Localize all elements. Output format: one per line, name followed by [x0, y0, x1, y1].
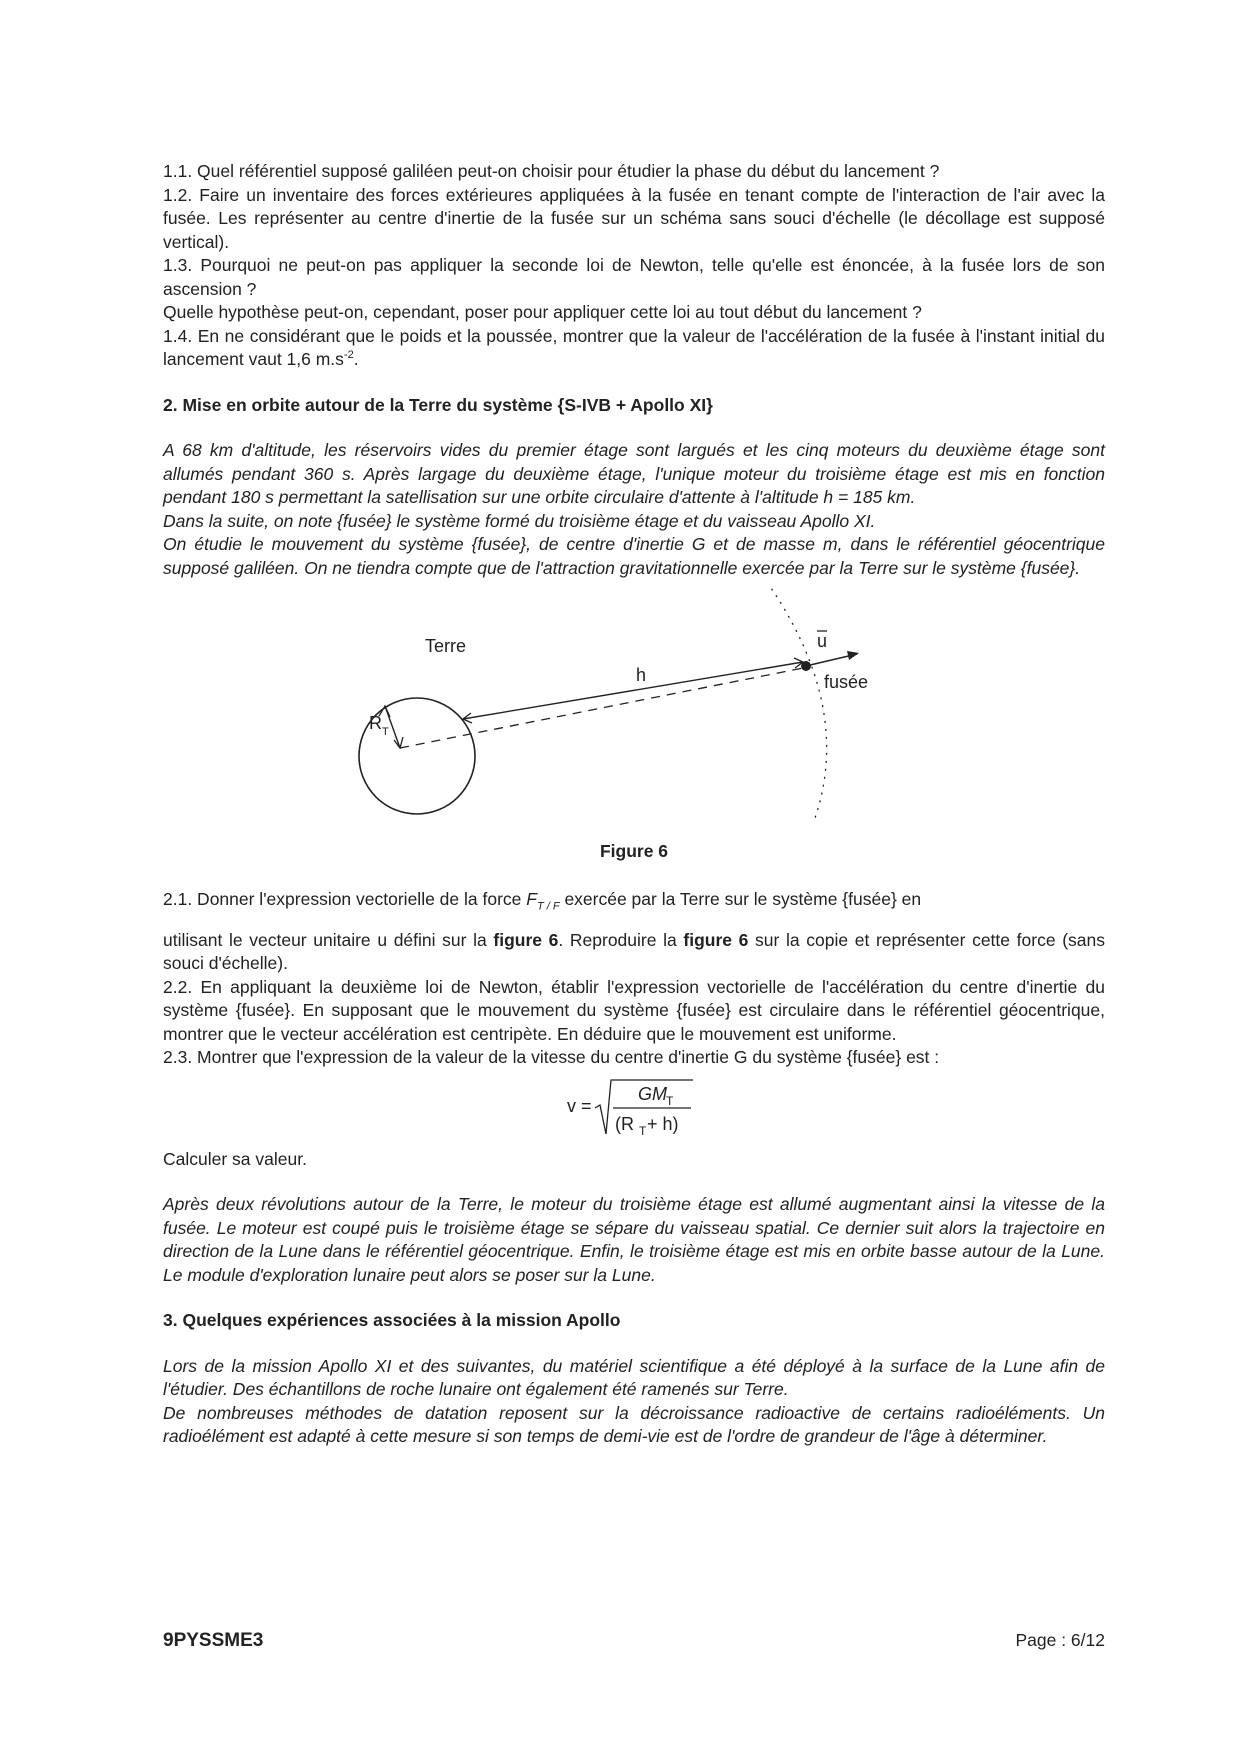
question-1-1: 1.1. Quel référentiel supposé galiléen peut-on choisir pour étudier la phase du début du lancement ? [163, 161, 940, 181]
section-2-intro-2: Dans la suite, on note {fusée} le système formé du troisième étage et du vaisseau Apollo XI. [163, 510, 876, 531]
formula-denominator-b: + h) [647, 1113, 679, 1134]
unit-vector-symbol: u [377, 929, 388, 950]
label-fusee: fusée [824, 672, 869, 692]
altitude-line [463, 662, 803, 719]
label-h: h [636, 665, 647, 685]
force-subscript: T / F [536, 900, 560, 912]
section-2-intro-3: On étudie le mouvement du système {fusée}, de centre d'inertie G et de masse m, dans le référentiel géocentrique supposé galiléen. On ne tiendra compte que de l'attraction gravitationnelle exercée par la Terre sur le système {fusée}. [163, 534, 1105, 578]
question-2-1-part-b: exercée par la Terre sur le système {fusée} en [559, 888, 922, 909]
page-content [163, 160, 1105, 1449]
formula-denominator-subscript: T [639, 1123, 647, 1138]
label-terre: Terre [425, 636, 467, 656]
orbit-arc [767, 586, 827, 818]
center-to-rocket-dashed-line [400, 668, 803, 748]
force-vector-symbol [526, 888, 559, 919]
figure-6 [163, 586, 1105, 836]
question-2-3: 2.3. Montrer que l'expression de la valeur de la vitesse du centre d'inertie G du système {fusée} est : [163, 1047, 940, 1067]
unit-vector-arrowhead [847, 651, 859, 660]
force-symbol: F [526, 888, 537, 909]
document-code: 9PYSSME3 [163, 1630, 264, 1651]
figure-ref-1: figure 6 [493, 929, 559, 950]
section-3-paragraph-1: Lors de la mission Apollo XI et des suivantes, du matériel scientifique a été déployé à la surface de la Lune afin de l'étudier. Des échantillons de roche lunaire ont également été ramenés sur Terre. [163, 1355, 1105, 1399]
question-2-1-part-a: 2.1. Donner l'expression vectorielle de la force [163, 888, 527, 909]
question-2-1-part-f: sur la copie et représenter cette force (sans souci d'échelle). [163, 929, 1105, 973]
section-2-intro-1: A 68 km d'altitude, les réservoirs vides du premier étage sont largués et les cinq moteurs du deuxième étage sont allumés pendant 360 s. Après largage du deuxième étage, l'unique moteur du troisième étage est mis en fonction pendant 180 s permettant la satellisation sur une orbite circulaire d'attente à l'altitude h = 185 km. [163, 440, 1105, 507]
question-2-1-part-e: . Reproduire la [558, 929, 684, 950]
page-number: Page : 6/12 [1015, 1630, 1105, 1650]
question-2-1-part-c: utilisant le vecteur unitaire [163, 929, 378, 950]
label-r: R [369, 713, 382, 733]
question-1-4-exponent: -2 [343, 349, 354, 362]
section-3-title: 3. Quelques expériences associées à la mission Apollo [163, 1310, 621, 1330]
question-1-4 [163, 325, 1105, 372]
figure-caption: Figure 6 [599, 841, 669, 861]
label-r-subscript: T [382, 726, 389, 738]
velocity-formula-svg [163, 1072, 1105, 1142]
question-2-2: 2.2. En appliquant la deuxième loi de Newton, établir l'expression vectorielle de l'accélération du centre d'inertie du système {fusée}. En supposant que le mouvement du système {fusée} est circulaire dans le référentiel géocentrique, montrer que le vecteur accélération est centripète. En déduire que le mouvement est uniforme. [163, 976, 1105, 1044]
formula-v: v = [567, 1095, 592, 1116]
after-orbit-text: Après deux révolutions autour de la Terre, le moteur du troisième étage est allumé augmentant ainsi la vitesse de la fusée. Le moteur est coupé puis le troisième étage se sépare du vaisseau spatial. Ce dernier suit alors la trajectoire en direction de la Lune dans le référentiel géocentrique. Enfin, le troisième étage est mis en orbite basse autour de la Lune. Le module d'exploration lunaire peut alors se poser sur la Lune. [163, 1194, 1105, 1285]
question-2-1 [163, 888, 1105, 919]
formula-numerator-subscript: T [666, 1093, 674, 1108]
calculate-instruction: Calculer sa valeur. [163, 1148, 307, 1169]
question-2-1-continued [163, 929, 1105, 976]
formula-numerator: GM [638, 1083, 667, 1104]
question-1-3-hypothesis: Quelle hypothèse peut-on, cependant, poser pour appliquer cette loi au tout début du lancement ? [163, 302, 922, 322]
velocity-formula [163, 1072, 1105, 1142]
figure-ref-2: figure 6 [683, 929, 749, 950]
formula-denominator-a: (R [615, 1113, 634, 1134]
label-u: u [817, 631, 828, 651]
question-1-2: 1.2. Faire un inventaire des forces extérieures appliquées à la fusée en tenant compte de l'interaction de l'air avec la fusée. Les représenter au centre d'inertie de la fusée sur un schéma sans souci d'échelle (le décollage est supposé vertical). [163, 184, 1105, 252]
orbit-diagram [163, 586, 1105, 836]
section-2-title: 2. Mise en orbite autour de la Terre du système {S-IVB + Apollo XI} [163, 394, 713, 415]
question-1-4-text: 1.4. En ne considérant que le poids et la poussée, montrer que la valeur de l'accélération de la fusée à l'instant initial du lancement vaut 1,6 m.s [163, 325, 1105, 369]
section-3-paragraph-2: De nombreuses méthodes de datation reposent sur la décroissance radioactive de certains radioéléments. Un radioélément est adapté à cette mesure si son temps de demi-vie est de l'ordre de grandeur de l'âge à déterminer. [163, 1402, 1105, 1446]
question-1-3: 1.3. Pourquoi ne peut-on pas appliquer la seconde loi de Newton, telle qu'elle est énoncée, à la fusée lors de son ascension ? [163, 255, 1105, 299]
question-1-4-end: . [353, 349, 359, 369]
question-2-1-part-d: défini sur la [387, 929, 494, 950]
